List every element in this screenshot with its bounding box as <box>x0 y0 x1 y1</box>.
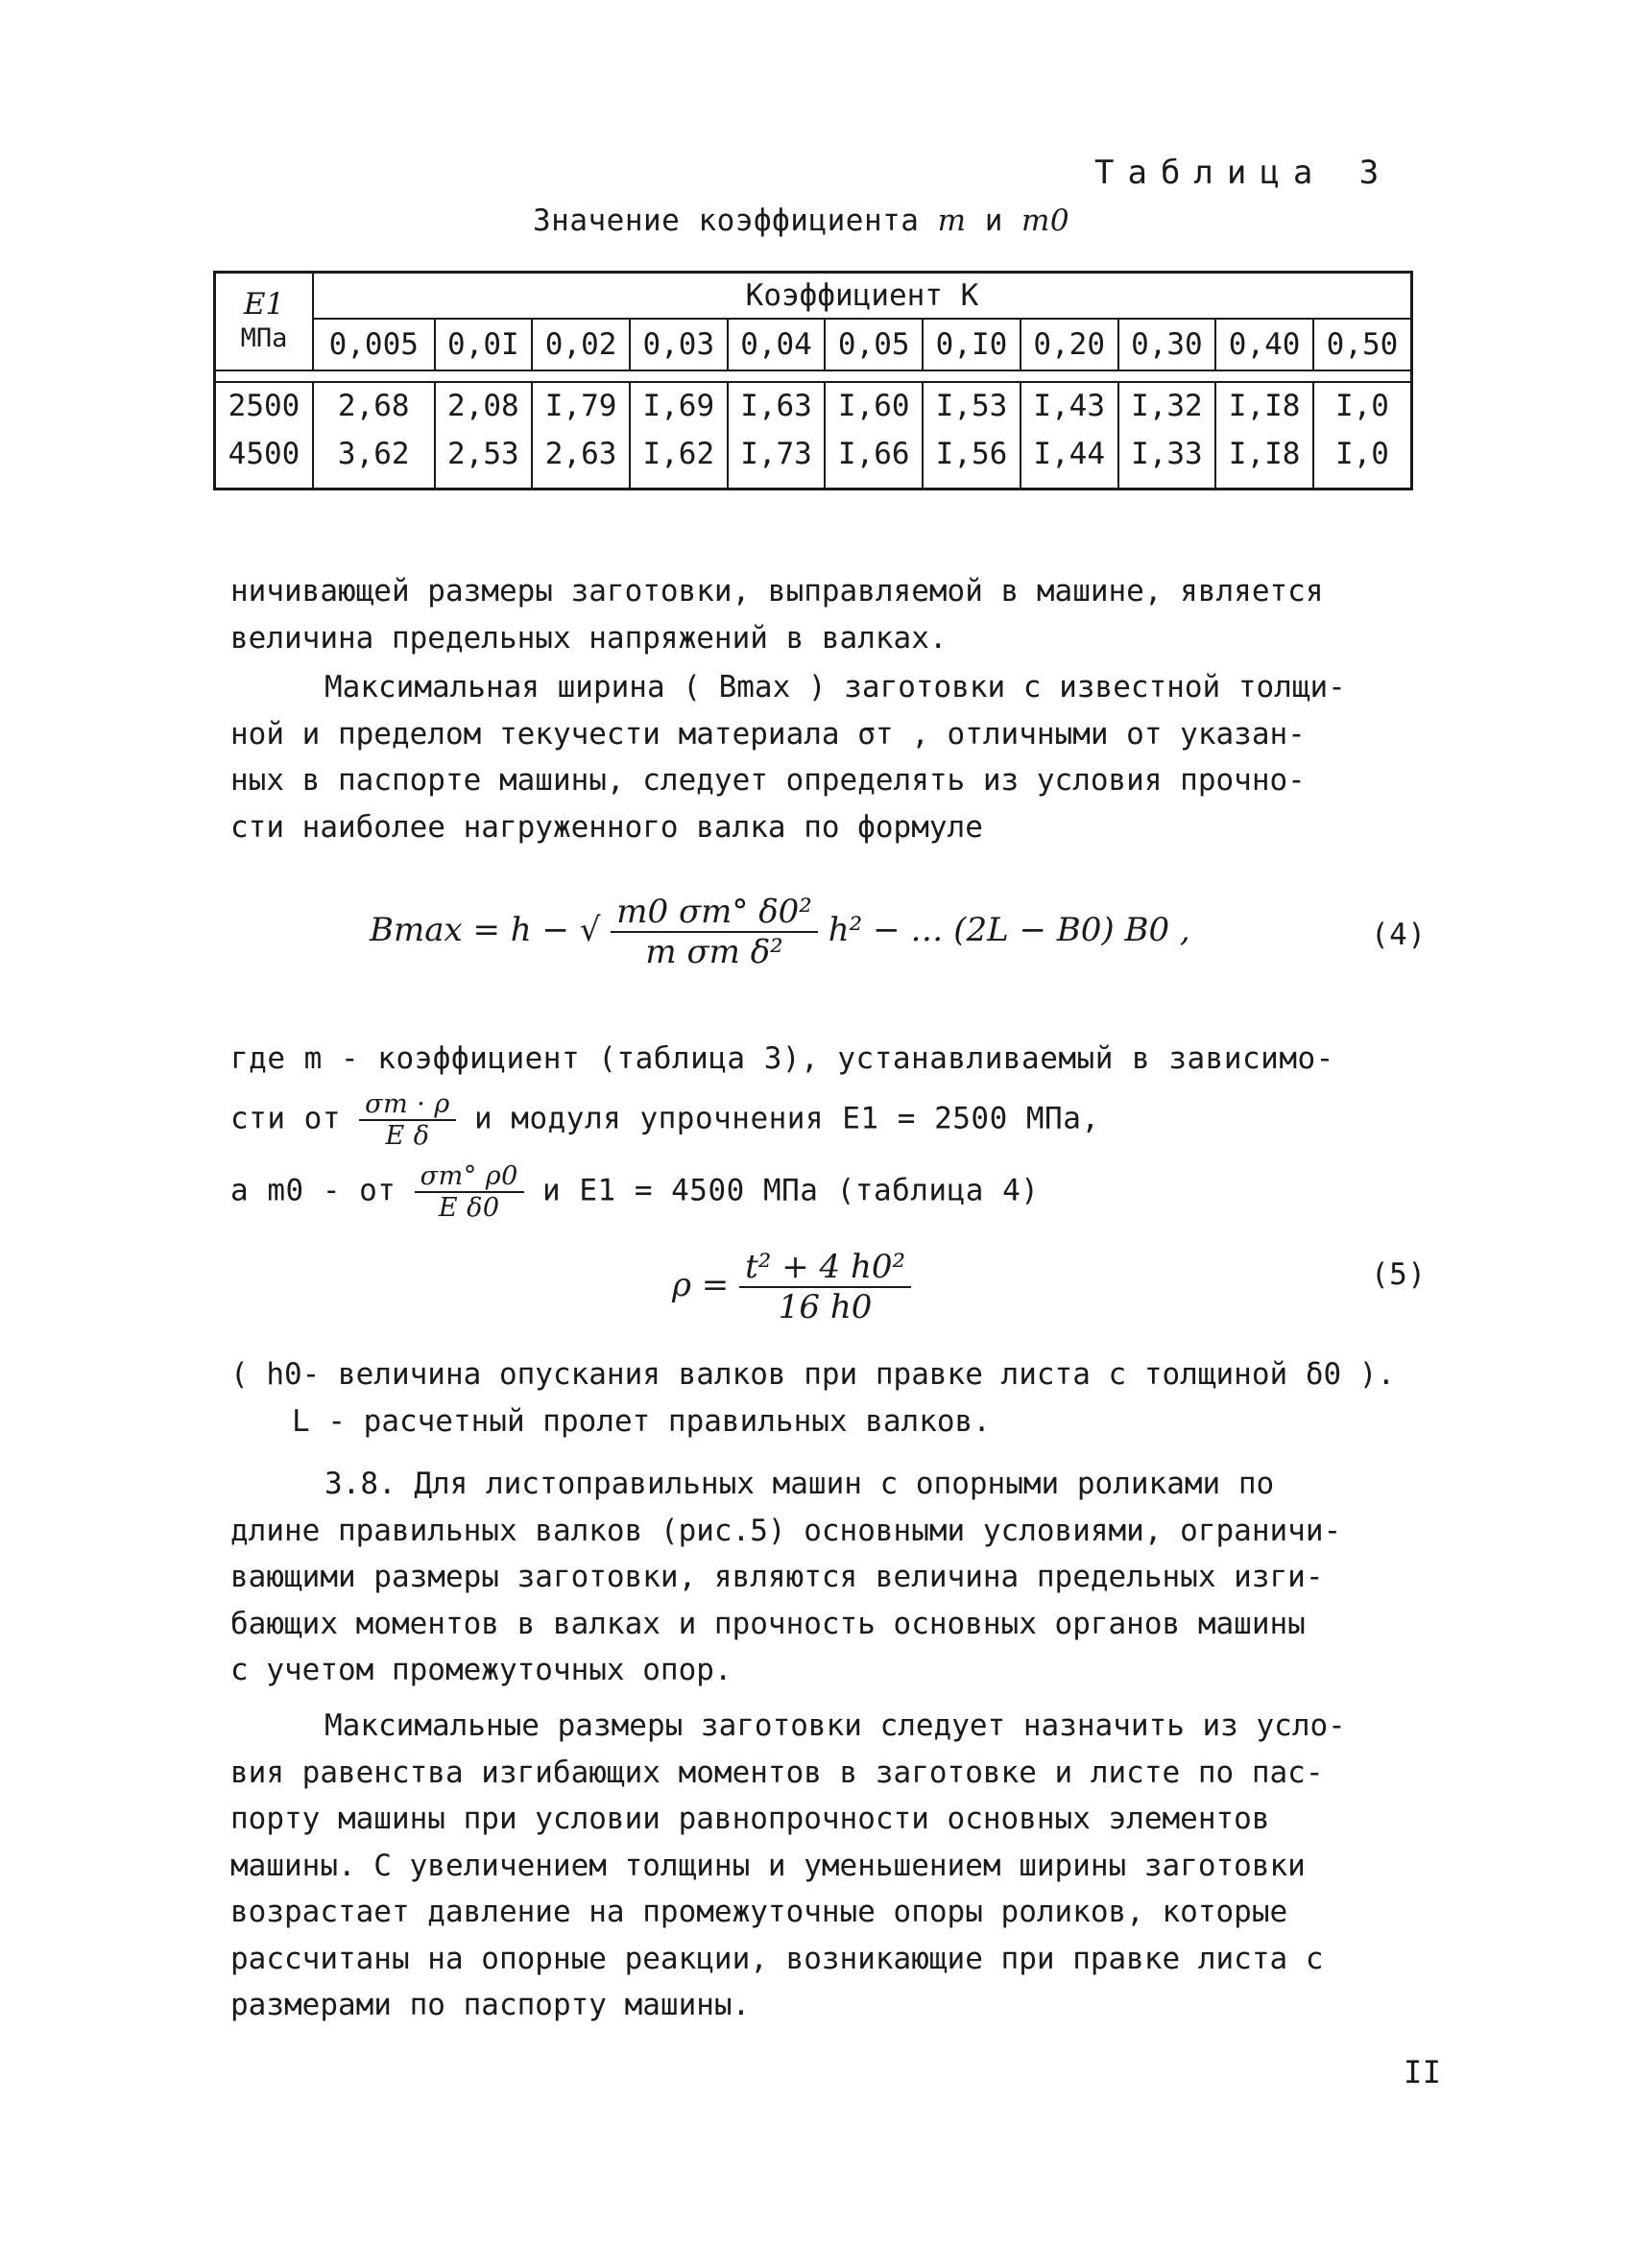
k-fraction-1-num: σт · ρ <box>359 1089 456 1121</box>
table-cell: I,53 <box>923 382 1021 430</box>
table-cell: I,56 <box>923 430 1021 478</box>
table-cell: I,66 <box>825 430 923 478</box>
k-fraction-2-num: σт° ρ0 <box>415 1161 524 1193</box>
group-header-cell: Коэффициент K <box>313 273 1412 319</box>
paragraph-line: порту машины при условии равнопрочности основных элементов <box>230 1802 1270 1836</box>
table-cell: I,I8 <box>1215 430 1313 478</box>
table-cell: I,62 <box>630 430 728 478</box>
formula-4-numerator: m0 σт° δ0² <box>611 893 818 933</box>
formula-5 <box>672 1248 911 1326</box>
table-cell: I,33 <box>1118 430 1216 478</box>
paragraph-line: ничивающей размеры заготовки, выправляемой в машине, является <box>230 574 1324 609</box>
table-title-sym-m: m <box>937 203 967 238</box>
paragraph-line: 3.8. Для листоправильных машин с опорными роликами по <box>324 1467 1275 1501</box>
page-number: II <box>1404 2054 1442 2090</box>
table-title-and: и <box>984 203 1003 238</box>
paragraph-5 <box>230 1461 1421 1694</box>
table-cell: I,43 <box>1021 382 1118 430</box>
paragraph-line: сти наиболее нагруженного валка по формуле <box>230 809 983 845</box>
column-header-cell: 0,0I <box>435 319 533 370</box>
paragraph-line: размерами по паспорту машины. <box>230 1988 751 2022</box>
paragraph-2 <box>230 664 1421 850</box>
table-cell: I,73 <box>728 430 826 478</box>
table-header-row-group <box>215 273 1412 319</box>
column-header-cell: 0,40 <box>1215 319 1313 370</box>
table-cell: I,44 <box>1021 430 1118 478</box>
table-row <box>215 430 1412 478</box>
paragraph-line: вающими размеры заготовки, являются величина предельных изги- <box>230 1560 1324 1594</box>
paragraph-3-suffix: и модуля упрочнения E1 = 2500 МПа, <box>473 1101 1100 1136</box>
paragraph-6 <box>230 1703 1421 2029</box>
paragraph-line: вия равенства изгибающих моментов в заготовке и листе по пас- <box>230 1755 1324 1790</box>
table-cell: 2,63 <box>532 430 630 478</box>
paragraph-line: рассчитаны на опорные реакции, возникающие при правке листа с <box>230 1941 1324 1976</box>
paragraph-line: ной и пределом текучести материала σт , отличными от указан- <box>230 716 1306 752</box>
row-header-symbol: E1 <box>243 286 285 322</box>
table-cell: I,69 <box>630 382 728 430</box>
table-cell: I,0 <box>1313 430 1412 478</box>
table-cell: 2,08 <box>435 382 533 430</box>
column-header-cell: 0,20 <box>1021 319 1118 370</box>
column-header-cell: 0,02 <box>532 319 630 370</box>
formula-4 <box>370 893 1190 971</box>
paragraph-3-prefix-2: а m0 - от <box>230 1173 396 1208</box>
paragraph-1 <box>230 568 1421 661</box>
paragraph-line: возрастает давление на промежуточные опоры роликов, которые <box>230 1895 1288 1929</box>
paragraph-line: Максимальная ширина ( Bmax ) заготовки с известной толщи- <box>324 670 1346 704</box>
paragraph-line: Максимальные размеры заготовки следует назначить из усло- <box>324 1708 1346 1743</box>
formula-4-lhs: Bmax = h − √ <box>370 911 601 949</box>
paragraph-3-line-3 <box>230 1161 1039 1223</box>
column-header-cell: 0,30 <box>1118 319 1216 370</box>
column-header-cell: 0,04 <box>728 319 826 370</box>
coefficient-table <box>213 271 1413 490</box>
formula-4-number: (4) <box>1371 918 1427 952</box>
paragraph-line: ных в паспорте машины, следует определять из условия прочно- <box>230 763 1306 798</box>
formula-5-numerator: t² + 4 h0² <box>739 1248 911 1288</box>
row-header-cell <box>215 273 314 370</box>
column-header-cell: 0,03 <box>630 319 728 370</box>
table-title-prefix: Значение коэффициента <box>533 203 920 238</box>
paragraph-3-line-1: где m - коэффициент (таблица 3), устанавливаемый в зависимо- <box>230 1041 1334 1076</box>
paragraph-line: с учетом промежуточных опор. <box>230 1653 732 1687</box>
paragraph-line: величина предельных напряжений в валках. <box>230 620 948 656</box>
paragraph-3-prefix: сти от <box>230 1101 341 1136</box>
k-fraction-1-den: E δ <box>385 1121 430 1151</box>
table-gap-row <box>215 370 1412 382</box>
table-title <box>533 203 1069 238</box>
paragraph-3-suffix-2: и E1 = 4500 МПа (таблица 4) <box>542 1173 1040 1208</box>
table-cell: I,0 <box>1313 382 1412 430</box>
paragraph-line: L - расчетный пролет правильных валков. <box>292 1403 991 1439</box>
formula-5-number: (5) <box>1371 1257 1427 1292</box>
row-header-unit: МПа <box>240 322 288 353</box>
paragraph-line: бающих моментов в валках и прочность основных органов машины <box>230 1606 1306 1641</box>
table-gap-row <box>215 478 1412 489</box>
paragraph-line: ( h0- величина опускания валков при правке листа с толщиной δ0 ). <box>230 1357 1396 1392</box>
column-header-cell: 0,I0 <box>923 319 1021 370</box>
formula-5-denominator: 16 h0 <box>778 1288 873 1326</box>
formula-4-denominator: m σт δ² <box>645 933 783 971</box>
formula-5-lhs: ρ = <box>672 1266 730 1304</box>
table-cell: 2,68 <box>313 382 435 430</box>
paragraph-3-line-2 <box>230 1089 1100 1151</box>
k-fraction-2-den: E δ0 <box>438 1193 500 1223</box>
paragraph-line: машины. С увеличением толщины и уменьшением ширины заготовки <box>230 1848 1306 1883</box>
row-e1-cell: 4500 <box>215 430 314 478</box>
formula-5-fraction <box>739 1248 911 1326</box>
table-cell: I,79 <box>532 382 630 430</box>
column-header-cell: 0,50 <box>1313 319 1412 370</box>
k-fraction-1 <box>359 1089 456 1151</box>
table-title-sym-m0: m0 <box>1021 203 1070 238</box>
column-header-cell: 0,005 <box>313 319 435 370</box>
table-cell: I,32 <box>1118 382 1216 430</box>
table-header-row-columns <box>215 319 1412 370</box>
table-cell: 3,62 <box>313 430 435 478</box>
paragraph-line: длине правильных валков (рис.5) основными условиями, ограничи- <box>230 1513 1342 1548</box>
formula-4-fraction <box>611 893 818 971</box>
formula-4-tail: h² − … (2L − B0) B0 , <box>828 911 1190 949</box>
table-caption: Таблица 3 <box>1094 154 1393 192</box>
column-header-cell: 0,05 <box>825 319 923 370</box>
table-cell: I,63 <box>728 382 826 430</box>
table-cell: I,60 <box>825 382 923 430</box>
row-e1-cell: 2500 <box>215 382 314 430</box>
table-cell: I,I8 <box>1215 382 1313 430</box>
table-cell: 2,53 <box>435 430 533 478</box>
table-row <box>215 382 1412 430</box>
k-fraction-2 <box>415 1161 524 1223</box>
paragraph-4 <box>230 1351 1421 1444</box>
